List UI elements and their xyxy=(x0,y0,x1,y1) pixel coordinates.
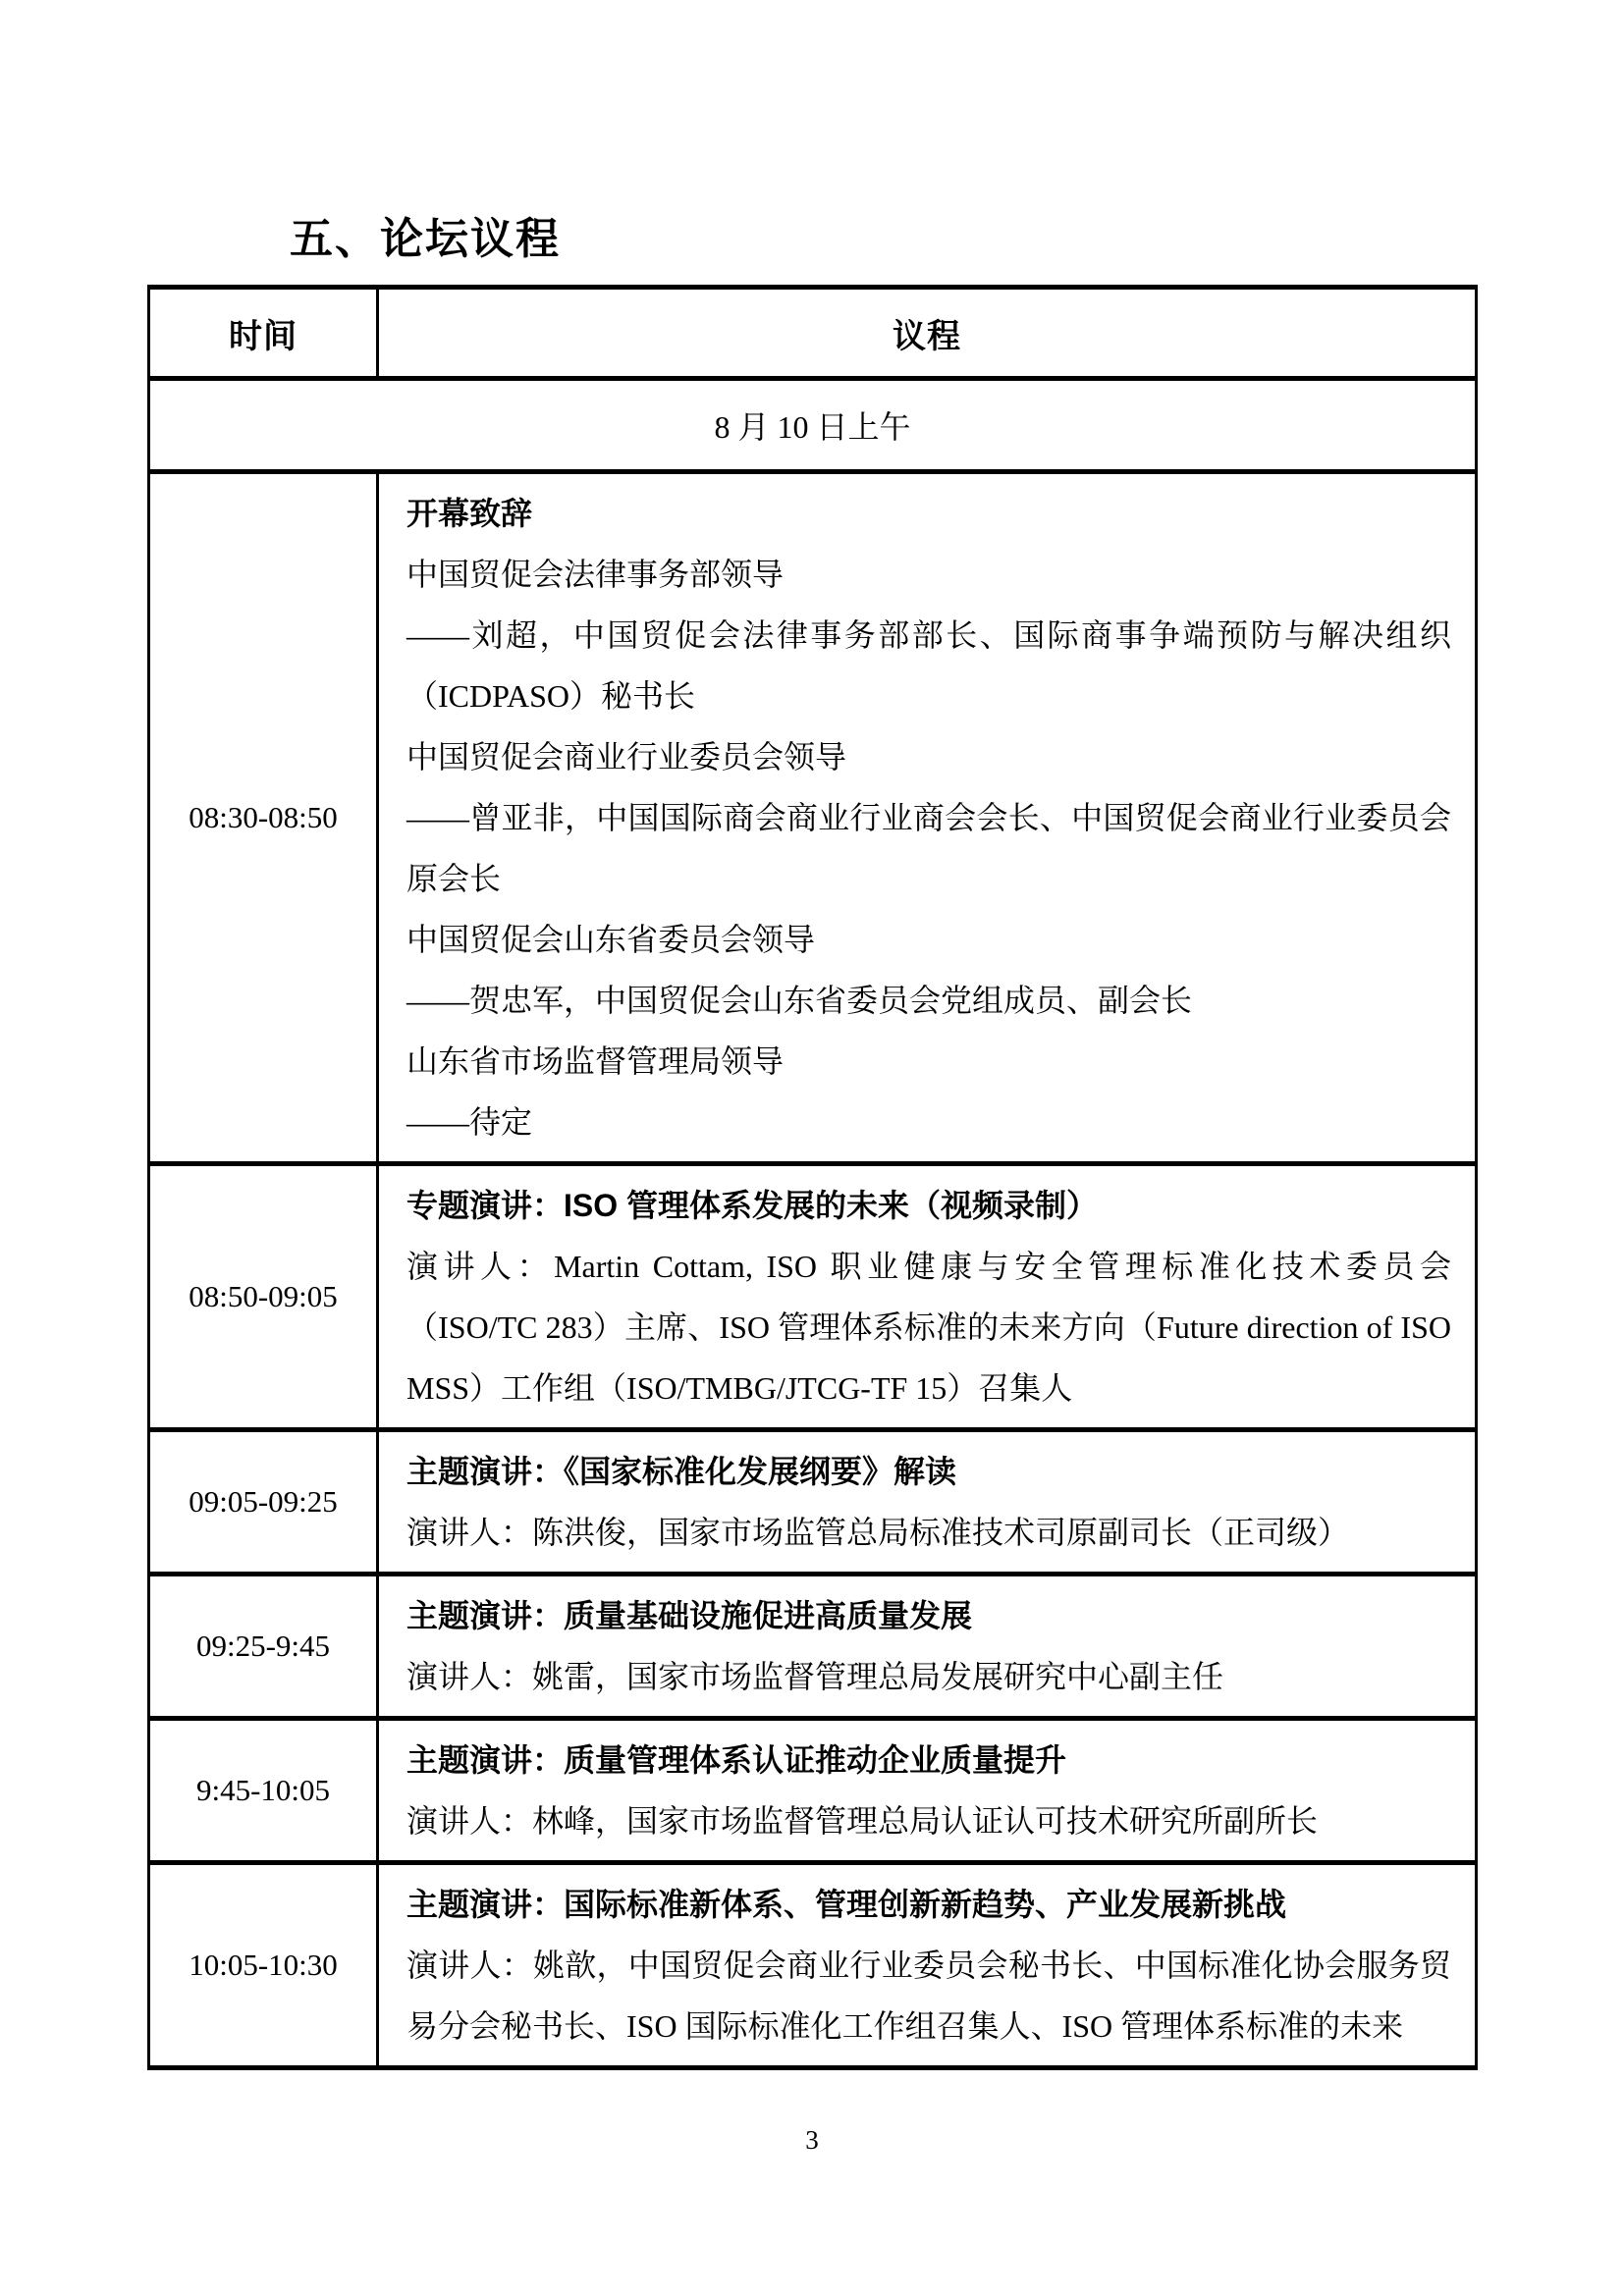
agenda-item-detail: 演讲人：林峰，国家市场监督管理总局认证认可技术研究所副所长 xyxy=(406,1803,1319,1839)
time-cell: 09:25-9:45 xyxy=(149,1575,378,1719)
agenda-item-detail: ——贺忠军，中国贸促会山东省委员会党组成员、副会长 xyxy=(406,983,1193,1018)
agenda-cell xyxy=(378,1164,1477,1430)
agenda-row xyxy=(149,1863,1477,2068)
agenda-item-title: 专题演讲：ISO 管理体系发展的未来（视频录制） xyxy=(406,1188,1099,1223)
agenda-cell xyxy=(378,1719,1477,1863)
agenda-item-detail: 中国贸促会商业行业委员会领导 xyxy=(406,739,847,774)
agenda-item-detail: 演讲人：陈洪俊，国家市场监管总局标准技术司原副司长（正司级） xyxy=(406,1515,1350,1550)
agenda-row xyxy=(149,1430,1477,1575)
session-date-label: 8 月 10 日上午 xyxy=(149,379,1477,472)
agenda-cell xyxy=(378,1863,1477,2068)
agenda-item-title: 开幕致辞 xyxy=(406,496,533,531)
agenda-item-detail: 中国贸促会山东省委员会领导 xyxy=(406,922,816,957)
agenda-table-head xyxy=(149,288,1477,472)
agenda-item-title: 主题演讲：国际标准新体系、管理创新新趋势、产业发展新挑战 xyxy=(406,1887,1287,1922)
agenda-row xyxy=(149,1575,1477,1719)
agenda-item-detail: ——刘超，中国贸促会法律事务部部长、国际商事争端预防与解决组织（ICDPASO）秘书长 xyxy=(406,617,1451,714)
agenda-cell xyxy=(378,1430,1477,1575)
agenda-item-title: 主题演讲：质量基础设施促进高质量发展 xyxy=(406,1598,973,1633)
agenda-cell xyxy=(378,472,1477,1164)
time-cell: 08:30-08:50 xyxy=(149,472,378,1164)
time-column-header: 时间 xyxy=(149,288,378,379)
section-title: 五、论坛议程 xyxy=(290,215,561,263)
agenda-item-title: 主题演讲：《国家标准化发展纲要》解读 xyxy=(406,1454,957,1489)
time-cell: 10:05-10:30 xyxy=(149,1863,378,2068)
agenda-row xyxy=(149,1719,1477,1863)
agenda-row xyxy=(149,1164,1477,1430)
agenda-column-header: 议程 xyxy=(378,288,1477,379)
time-cell: 08:50-09:05 xyxy=(149,1164,378,1430)
agenda-item-detail: ——曾亚非，中国国际商会商业行业商会会长、中国贸促会商业行业委员会原会长 xyxy=(406,800,1451,896)
table-header-row xyxy=(149,288,1477,379)
time-cell: 09:05-09:25 xyxy=(149,1430,378,1575)
session-row xyxy=(149,379,1477,472)
agenda-item-detail: 演讲人：姚歆，中国贸促会商业行业委员会秘书长、中国标准化协会服务贸易分会秘书长、ISO 国际标准化工作组召集人、ISO 管理体系标准的未来 xyxy=(406,1948,1451,2044)
agenda-item-detail: 中国贸促会法律事务部领导 xyxy=(406,557,785,592)
agenda-item-title: 主题演讲：质量管理体系认证推动企业质量提升 xyxy=(406,1742,1067,1778)
agenda-table xyxy=(147,285,1478,2070)
page-number: 3 xyxy=(805,2125,819,2155)
agenda-item-detail: 演讲人：姚雷，国家市场监督管理总局发展研究中心副主任 xyxy=(406,1659,1224,1694)
agenda-item-detail: 山东省市场监督管理局领导 xyxy=(406,1043,785,1079)
agenda-item-detail: ——待定 xyxy=(406,1104,533,1140)
agenda-item-detail: 演讲人：Martin Cottam, ISO 职业健康与安全管理标准化技术委员会（ISO/TC 283）主席、ISO 管理体系标准的未来方向（Future direction of ISO MSS）工作组（ISO/TMBG/JTCG-TF 15）召集人 xyxy=(406,1249,1451,1406)
agenda-table-wrap xyxy=(147,285,1478,2070)
agenda-table-body xyxy=(149,472,1477,2068)
time-cell: 9:45-10:05 xyxy=(149,1719,378,1863)
agenda-cell xyxy=(378,1575,1477,1719)
agenda-row xyxy=(149,472,1477,1164)
